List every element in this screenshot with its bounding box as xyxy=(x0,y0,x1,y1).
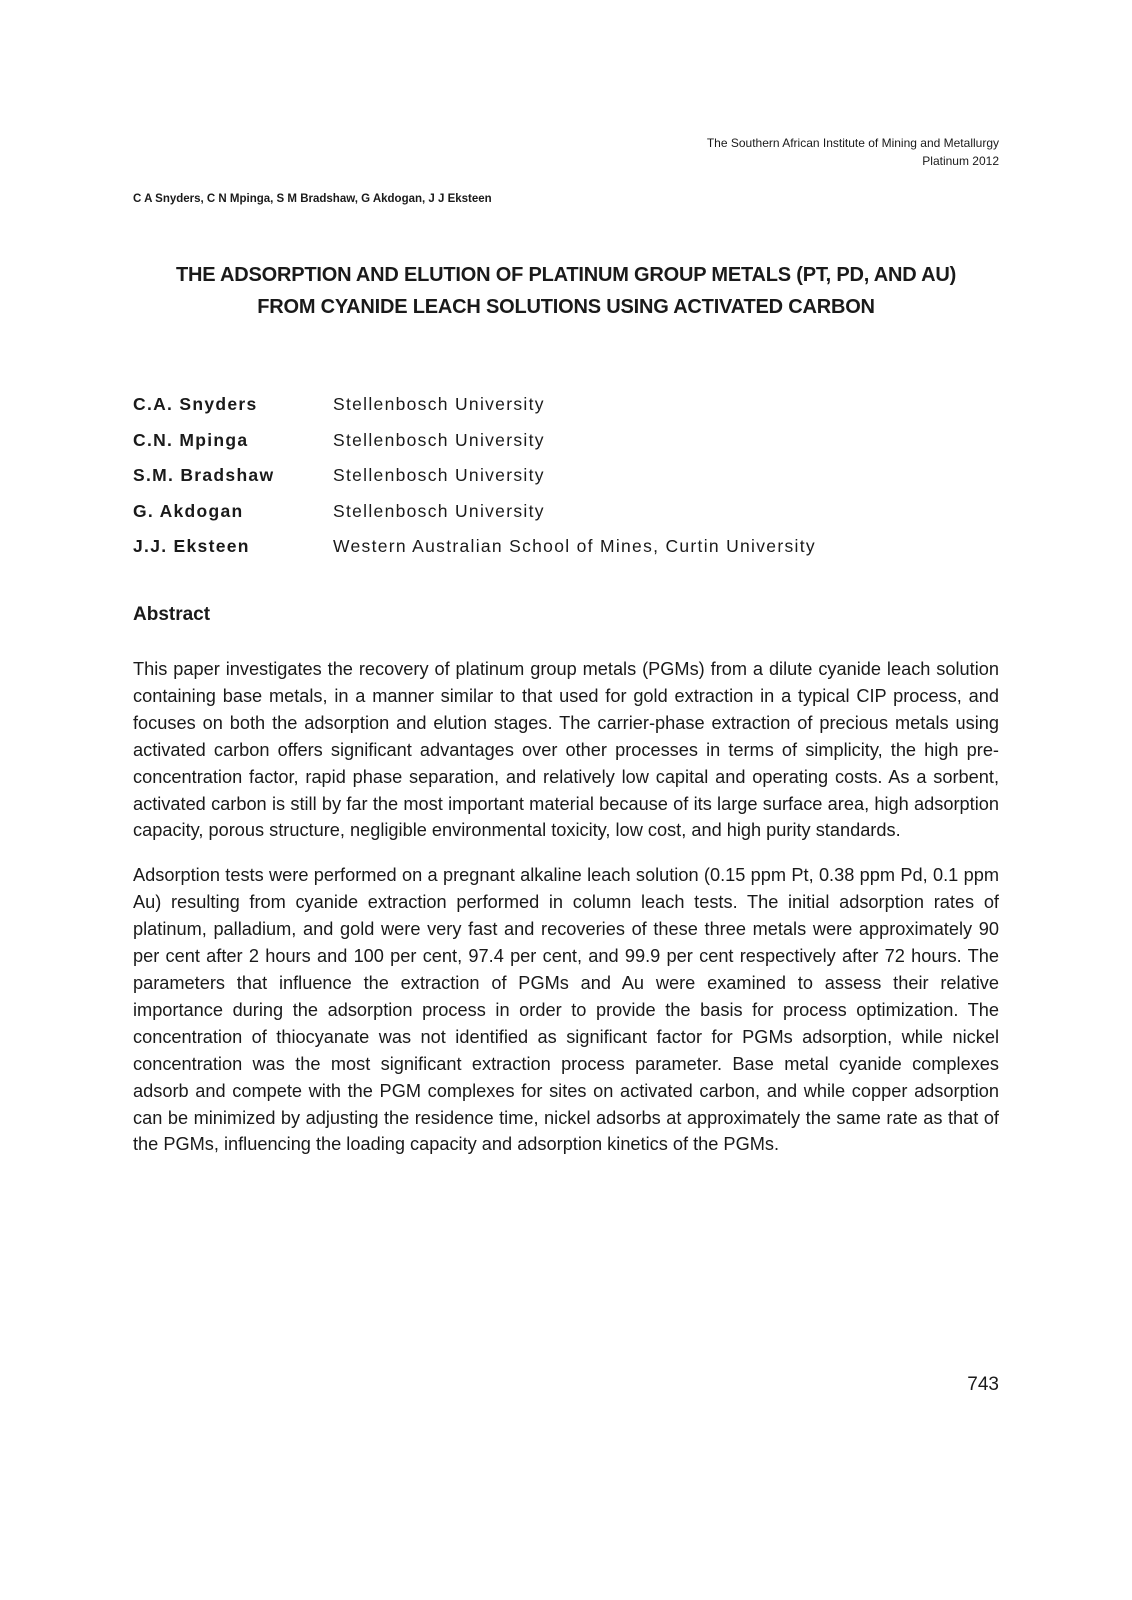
author-affiliation: Western Australian School of Mines, Curtin University xyxy=(333,536,816,556)
short-author-list: C A Snyders, C N Mpinga, S M Bradshaw, G Akdogan, J J Eksteen xyxy=(133,193,492,205)
author-name: G. Akdogan xyxy=(133,500,244,521)
author-name: S.M. Bradshaw xyxy=(133,465,275,485)
header-conference: Platinum 2012 xyxy=(922,154,999,168)
author-name: C.N. Mpinga xyxy=(133,429,249,450)
author-affiliation-list xyxy=(133,394,999,572)
paper-title: THE ADSORPTION AND ELUTION OF PLATINUM GROUP METALS (PT, PD, AND AU) FROM CYANIDE LEACH SOLUTIONS USING ACTIVATED CARBON xyxy=(175,264,957,318)
author-row xyxy=(133,394,999,430)
abstract-heading: Abstract xyxy=(133,604,211,625)
author-affiliation: Stellenbosch University xyxy=(333,429,545,450)
author-affiliation: Stellenbosch University xyxy=(333,465,545,485)
author-row xyxy=(133,430,999,466)
header-institute: The Southern African Institute of Mining and Metallurgy xyxy=(706,136,999,150)
author-row xyxy=(133,501,999,537)
author-row xyxy=(133,536,999,572)
abstract-body xyxy=(133,656,999,1176)
abstract-paragraph: This paper investigates the recovery of platinum group metals (PGMs) from a dilute cyanide leach solution containing base metals, in a manner similar to that used for gold extraction in a typical CIP process, and focuses on both the adsorption and elution stages. The carrier-phase extraction of precious metals using activated carbon offers significant advantages over other processes in terms of simplicity, the high pre-concentration factor, rapid phase separation, and relatively low capital and operating costs. As a sorbent, activated carbon is still by far the most important material because of its large surface area, high adsorption capacity, porous structure, negligible environmental toxicity, low cost, and high purity standards. xyxy=(133,659,999,841)
running-header xyxy=(707,134,999,170)
author-affiliation: Stellenbosch University xyxy=(333,500,545,521)
author-name: C.A. Snyders xyxy=(133,394,258,414)
author-row xyxy=(133,465,999,501)
page-number: 743 xyxy=(967,1374,999,1395)
abstract-paragraph: Adsorption tests were performed on a pregnant alkaline leach solution (0.15 ppm Pt, 0.38 ppm Pd, 0.1 ppm Au) resulting from cyanide extraction performed in column leach tests. The initial adsorption rates of platinum, palladium, and gold were very fast and recoveries of these three metals were approximately 90 per cent after 2 hours and 100 per cent, 97.4 per cent, and 99.9 per cent respectively after 72 hours. The parameters that influence the extraction of PGMs and Au were examined to assess their relative importance during the adsorption process in order to provide the basis for process optimization. The concentration of thiocyanate was not identified as significant factor for PGMs adsorption, while nickel concentration was the most significant extraction process parameter. Base metal cyanide complexes adsorb and compete with the PGM complexes for sites on activated carbon, and while copper adsorption can be minimized by adjusting the residence time, nickel adsorbs at approximately the same rate as that of the PGMs, influencing the loading capacity and adsorption kinetics of the PGMs. xyxy=(133,865,999,1155)
author-name: J.J. Eksteen xyxy=(133,536,250,556)
author-affiliation: Stellenbosch University xyxy=(333,394,545,414)
